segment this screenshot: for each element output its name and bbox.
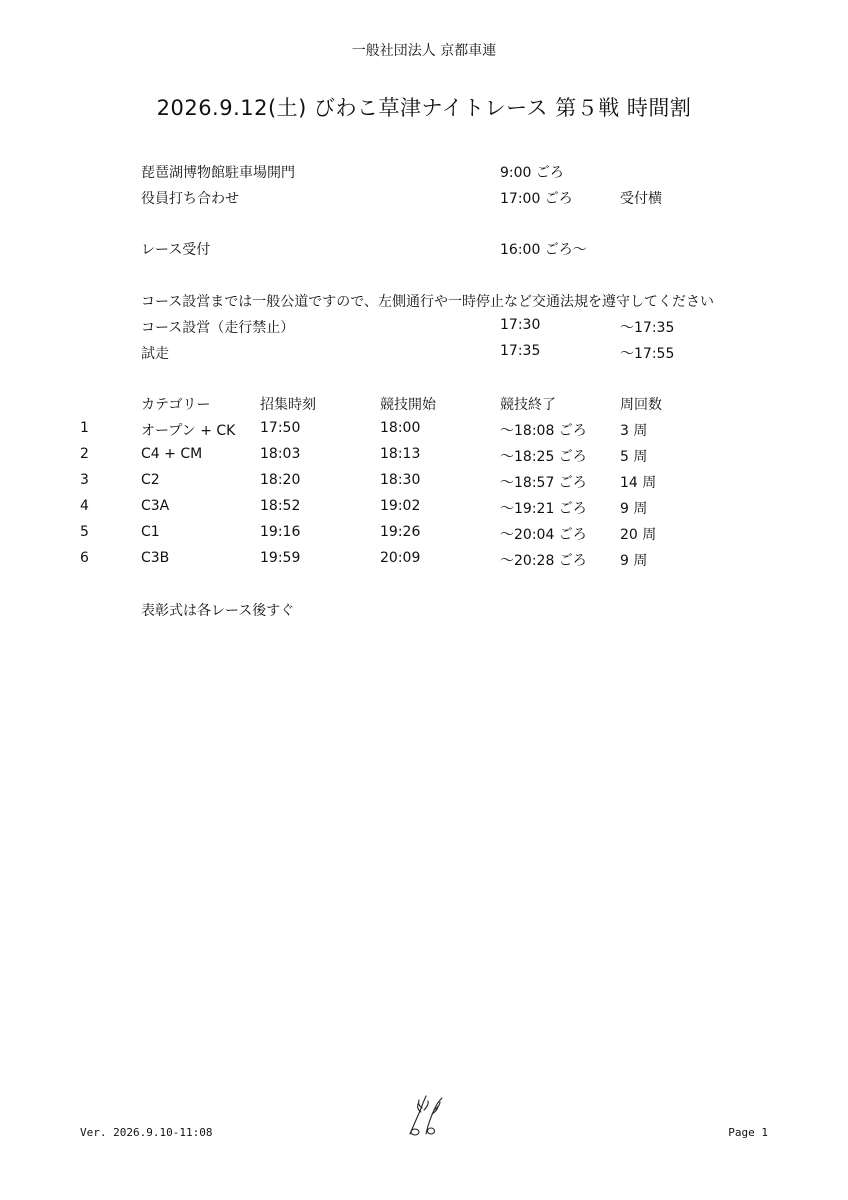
race-call-time: 18:20 [260, 472, 301, 488]
race-call-time: 18:52 [260, 498, 301, 514]
race-category: C2 [141, 472, 160, 488]
award-note: 表彰式は各レース後すぐ [141, 603, 295, 619]
race-end-time: ～18:57 ごろ [500, 475, 587, 491]
race-laps: 3 周 [620, 423, 648, 439]
header-start-time: 競技開始 [380, 397, 436, 413]
version-label: Ver. 2026.9.10-11:08 [80, 1126, 213, 1139]
schedule-row-gate-open [0, 162, 848, 184]
race-number: 1 [80, 420, 89, 436]
course-start: 17:35 [500, 343, 541, 359]
header-laps: 周回数 [620, 397, 662, 413]
race-end-time: ～18:08 ごろ [500, 423, 587, 439]
course-row-setup [0, 317, 848, 339]
race-laps: 14 周 [620, 475, 657, 491]
schedule-label: 琵琶湖博物館駐車場開門 [141, 165, 295, 181]
schedule-label: レース受付 [141, 242, 211, 258]
race-laps: 9 周 [620, 501, 648, 517]
race-category: C1 [141, 524, 160, 540]
race-call-time: 17:50 [260, 420, 301, 436]
race-laps: 20 周 [620, 527, 657, 543]
header-end-time: 競技終了 [500, 397, 556, 413]
race-start-time: 18:00 [380, 420, 421, 436]
race-number: 4 [80, 498, 89, 514]
race-end-time: ～20:04 ごろ [500, 527, 587, 543]
page-title: 2026.9.12(土) びわこ草津ナイトレース 第５戦 時間割 [156, 96, 692, 120]
table-row [0, 420, 848, 442]
race-laps: 9 周 [620, 553, 648, 569]
table-row [0, 446, 848, 468]
race-call-time: 19:16 [260, 524, 301, 540]
table-row [0, 524, 848, 546]
schedule-label: 役員打ち合わせ [141, 191, 239, 207]
schedule-time: 16:00 ごろ～ [500, 242, 587, 258]
race-start-time: 18:13 [380, 446, 421, 462]
course-label: 試走 [141, 346, 169, 362]
schedule-time: 17:00 ごろ [500, 191, 573, 207]
schedule-row-race-reception [0, 239, 848, 261]
race-call-time: 19:59 [260, 550, 301, 566]
race-number: 3 [80, 472, 89, 488]
header-call-time: 招集時刻 [260, 397, 316, 413]
table-row [0, 550, 848, 572]
race-laps: 5 周 [620, 449, 648, 465]
course-row-practice [0, 343, 848, 365]
race-category: C3B [141, 550, 170, 566]
race-end-time: ～20:28 ごろ [500, 553, 587, 569]
race-end-time: ～18:25 ごろ [500, 449, 587, 465]
race-table-header [0, 394, 848, 416]
course-end: ～17:35 [620, 320, 675, 336]
race-category: C4 + CM [141, 446, 203, 462]
course-label: コース設営（走行禁止） [141, 320, 295, 336]
organization-name: 一般社団法人 京都車連 [351, 43, 497, 59]
header-category: カテゴリー [141, 397, 211, 413]
race-call-time: 18:03 [260, 446, 301, 462]
schedule-note: 受付横 [620, 191, 662, 207]
schedule-row-staff-meeting [0, 188, 848, 210]
race-category: オープン + CK [141, 423, 236, 439]
race-end-time: ～19:21 ごろ [500, 501, 587, 517]
wheat-logo-icon [404, 1094, 446, 1138]
race-start-time: 19:26 [380, 524, 421, 540]
course-notice: コース設営までは一般公道ですので、左側通行や一時停止など交通法規を遵守してください [141, 294, 715, 310]
race-number: 6 [80, 550, 89, 566]
race-number: 5 [80, 524, 89, 540]
table-row [0, 472, 848, 494]
race-start-time: 18:30 [380, 472, 421, 488]
race-category: C3A [141, 498, 170, 514]
course-end: ～17:55 [620, 346, 675, 362]
table-row [0, 498, 848, 520]
race-start-time: 20:09 [380, 550, 421, 566]
race-number: 2 [80, 446, 89, 462]
race-start-time: 19:02 [380, 498, 421, 514]
course-start: 17:30 [500, 317, 541, 333]
page-number: Page 1 [728, 1126, 768, 1139]
schedule-time: 9:00 ごろ [500, 165, 564, 181]
